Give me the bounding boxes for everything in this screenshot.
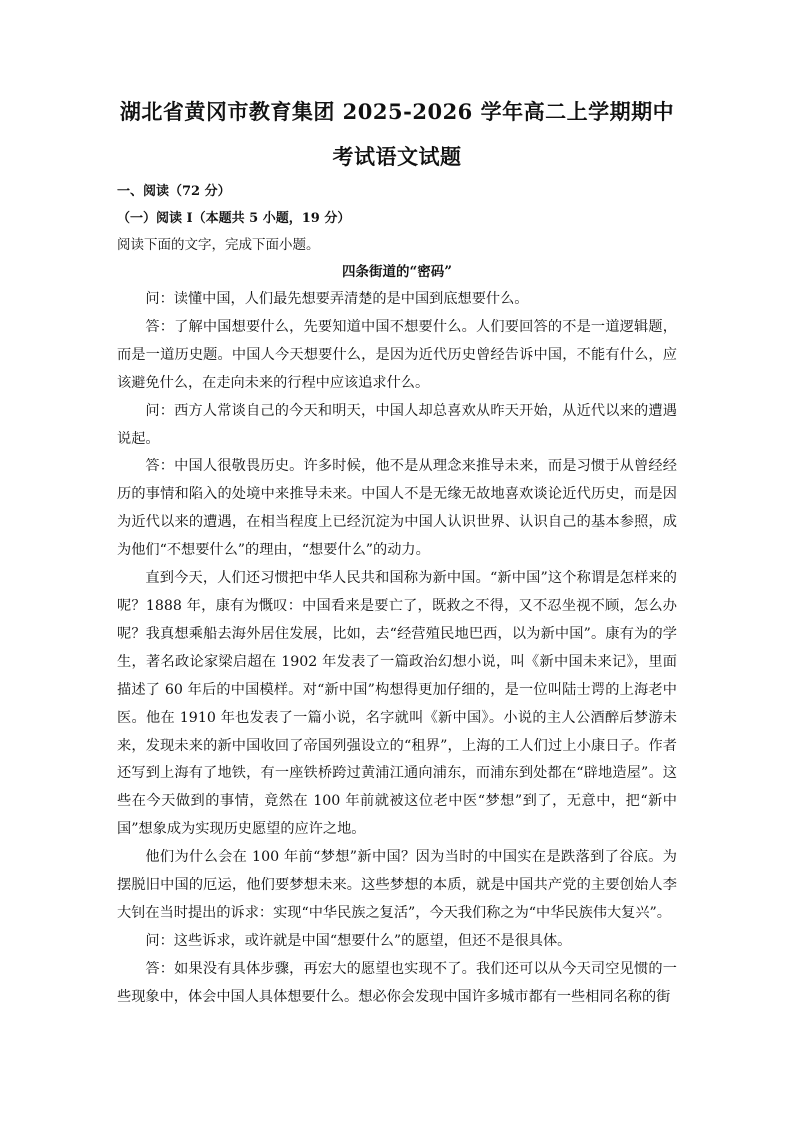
paragraph: 答：了解中国想要什么，先要知道中国不想要什么。人们要回答的不是一道逻辑题，而是一道历史题。中国人今天想要什么，是因为近代历史曾经告诉中国，不能有什么，应该避免什么，在走向未来的行程中应该追求什么。 (117, 318, 677, 391)
paragraph: 答：中国人很敬畏历史。许多时候，他不是从理念来推导未来，而是习惯于从曾经经历的事情和陷入的处境中来推导未来。中国人不是无缘无故地喜欢谈论近代历史，而是因为近代以来的遭遇，在相当程度上已经沉淀为中国人认识世界、认识自己的基本参照，成为他们“不想要什么”的理由，“想要什么”的动力。 (117, 458, 677, 559)
paragraph: 问：西方人常谈自己的今天和明天，中国人却总喜欢从昨天开始，从近代以来的遭遇说起。 (117, 402, 677, 447)
article-body (117, 286, 677, 1012)
document-title-line-1: 湖北省黄冈市教育集团 2025-2026 学年高二上学期期中 (119, 99, 675, 124)
paragraph: 答：如果没有具体步骤，再宏大的愿望也实现不了。我们还可以从今天司空见惯的一些现象中，体会中国人具体想要什么。想必你会发现中国许多城市都有一些相同名称的街 (117, 960, 677, 1005)
paragraph: 问：这些诉求，或许就是中国“想要什么”的愿望，但还不是很具体。 (145, 932, 572, 949)
article-title: 四条街道的“密码” (341, 264, 453, 280)
subsection-heading: （一）阅读 I（本题共 5 小题，19 分） (117, 211, 351, 226)
paragraph: 他们为什么会在 100 年前“梦想”新中国？因为当时的中国实在是跌落到了谷底。为摆脱旧中国的厄运，他们要梦想未来。这些梦想的本质，就是中国共产党的主要创始人李大钊在当时提出的诉求：实现“中华民族之复活”，今天我们称之为“中华民族伟大复兴”。 (117, 849, 677, 921)
reading-instruction: 阅读下面的文字，完成下面小题。 (117, 237, 320, 253)
paragraph: 问：读懂中国，人们最先想要弄清楚的是中国到底想要什么。 (145, 291, 529, 307)
document-title-line-2: 考试语文试题 (332, 144, 462, 169)
section-heading: 一、阅读（72 分） (117, 184, 231, 199)
paragraph: 直到今天，人们还习惯把中华人民共和国称为新中国。“新中国”这个称谓是怎样来的呢？1888 年，康有为慨叹：中国看来是要亡了，既救之不得，又不忍坐视不顾，怎么办呢？我真想乘船去海外居住发展，比如，去“经营殖民地巴西，以为新中国”。康有为的学生，著名政论家梁启超在 1902 年发表了一篇政治幻想小说，叫《新中国未来记》，里面描述了 60 年后的中国模样。对“新中国”构想得更加仔细的，是一位叫陆士谔的上海老中医。他在 1910 年也发表了一篇小说，名字就叫《新中国》。小说的主人公酒醉后梦游未来，发现未来的新中国收回了帝国列强设立的“租界”，上海的工人们过上小康日子。作者还写到上海有了地铁，有一座铁桥跨过黄浦江通向浦东，而浦东到处都在“辟地造屋”。这些在今天做到的事情，竟然在 100 年前就被这位老中医“梦想”到了，无意中，把“新中国”想象成为实现历史愿望的应许之地。 (117, 570, 677, 838)
